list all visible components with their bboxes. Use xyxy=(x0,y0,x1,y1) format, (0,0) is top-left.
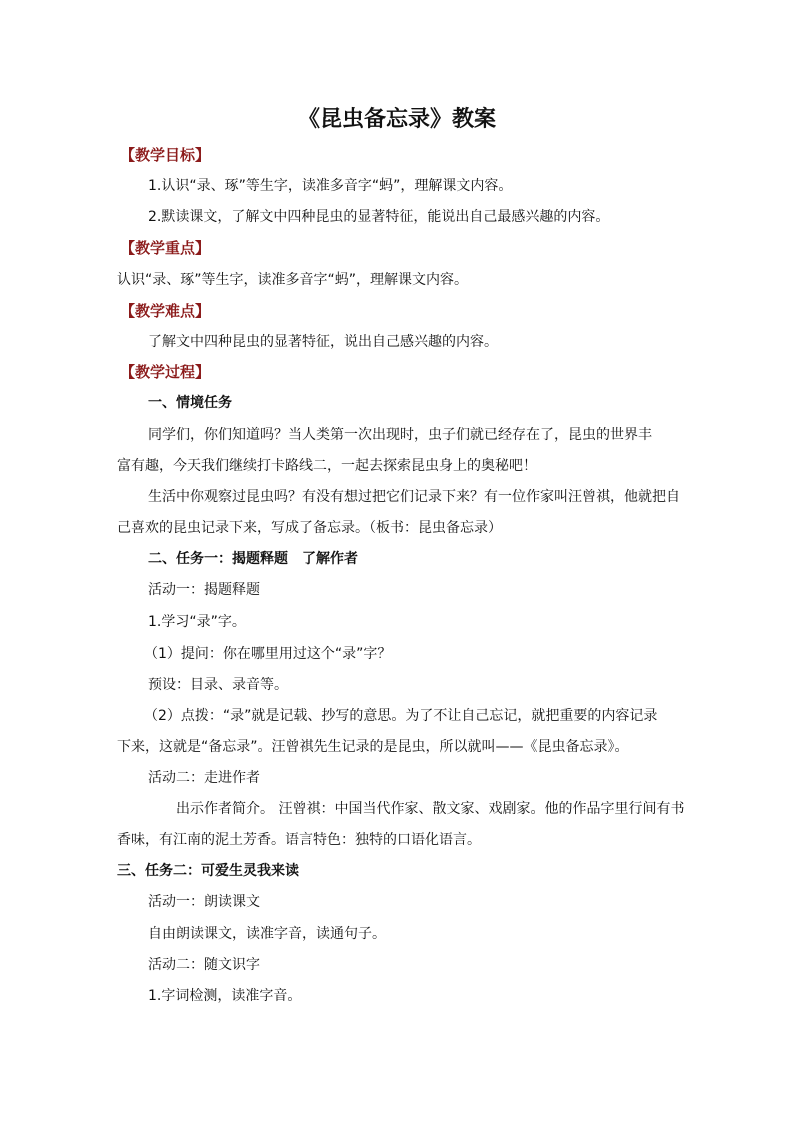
section-heading: 三、任务二：可爱生灵我来读 xyxy=(117,863,299,879)
paragraph-line: 认识“录、琢”等生字，读准多音字“蚂”，理解课文内容。 xyxy=(117,272,469,288)
heading-difficult-points: 【教学难点】 xyxy=(120,302,211,320)
heading-teaching-goals: 【教学目标】 xyxy=(120,146,211,164)
paragraph-line: 出示作者简介。 汪曾祺：中国当代作家、散文家、戏剧家。他的作品字里行间有书 xyxy=(176,801,685,817)
paragraph-line: 活动二：走进作者 xyxy=(148,770,260,786)
paragraph-line: 1.认识“录、琢”等生字，读准多音字“蚂”，理解课文内容。 xyxy=(148,178,513,194)
section-heading: 二、任务一：揭题释题 了解作者 xyxy=(148,551,358,567)
paragraph-line: 下来，这就是“备忘录”。汪曾祺先生记录的是昆虫，所以就叫——《昆虫备忘录》。 xyxy=(117,739,629,755)
paragraph-line: 2.默读课文，了解文中四种昆虫的显著特征，能说出自己最感兴趣的内容。 xyxy=(148,209,610,225)
paragraph-line: （2）点拨：“录”就是记载、抄写的意思。为了不让自己忘记，就把重要的内容记录 xyxy=(144,708,658,724)
paragraph-line: 活动一：揭题释题 xyxy=(148,582,260,598)
heading-key-points: 【教学重点】 xyxy=(120,239,211,257)
document-title: 《昆虫备忘录》教案 xyxy=(297,106,496,132)
paragraph-line: 同学们，你们知道吗？当人类第一次出现时，虫子们就已经存在了，昆虫的世界丰 xyxy=(148,427,652,443)
paragraph-line: 预设：目录、录音等。 xyxy=(148,677,288,693)
paragraph-line: （1）提问：你在哪里用过这个“录”字？ xyxy=(144,646,392,662)
paragraph-line: 香味，有江南的泥土芳香。语言特色：独特的口语化语言。 xyxy=(117,832,481,848)
paragraph-line: 活动二：随文识字 xyxy=(148,957,260,973)
paragraph-line: 1.学习“录”字。 xyxy=(148,614,246,630)
paragraph-line: 富有趣，今天我们继续打卡路线二，一起去探索昆虫身上的奥秘吧！ xyxy=(117,458,537,474)
paragraph-line: 活动一：朗读课文 xyxy=(148,894,260,910)
paragraph-line: 了解文中四种昆虫的显著特征，说出自己感兴趣的内容。 xyxy=(148,334,498,350)
heading-teaching-process: 【教学过程】 xyxy=(120,363,211,381)
paragraph-line: 1.字词检测，读准字音。 xyxy=(148,988,302,1004)
paragraph-line: 己喜欢的昆虫记录下来，写成了备忘录。（板书：昆虫备忘录） xyxy=(117,520,502,536)
paragraph-line: 生活中你观察过昆虫吗？有没有想过把它们记录下来？有一位作家叫汪曾祺，他就把自 xyxy=(148,489,680,505)
paragraph-line: 自由朗读课文，读准字音，读通句子。 xyxy=(148,926,386,942)
section-heading: 一、情境任务 xyxy=(148,395,232,411)
